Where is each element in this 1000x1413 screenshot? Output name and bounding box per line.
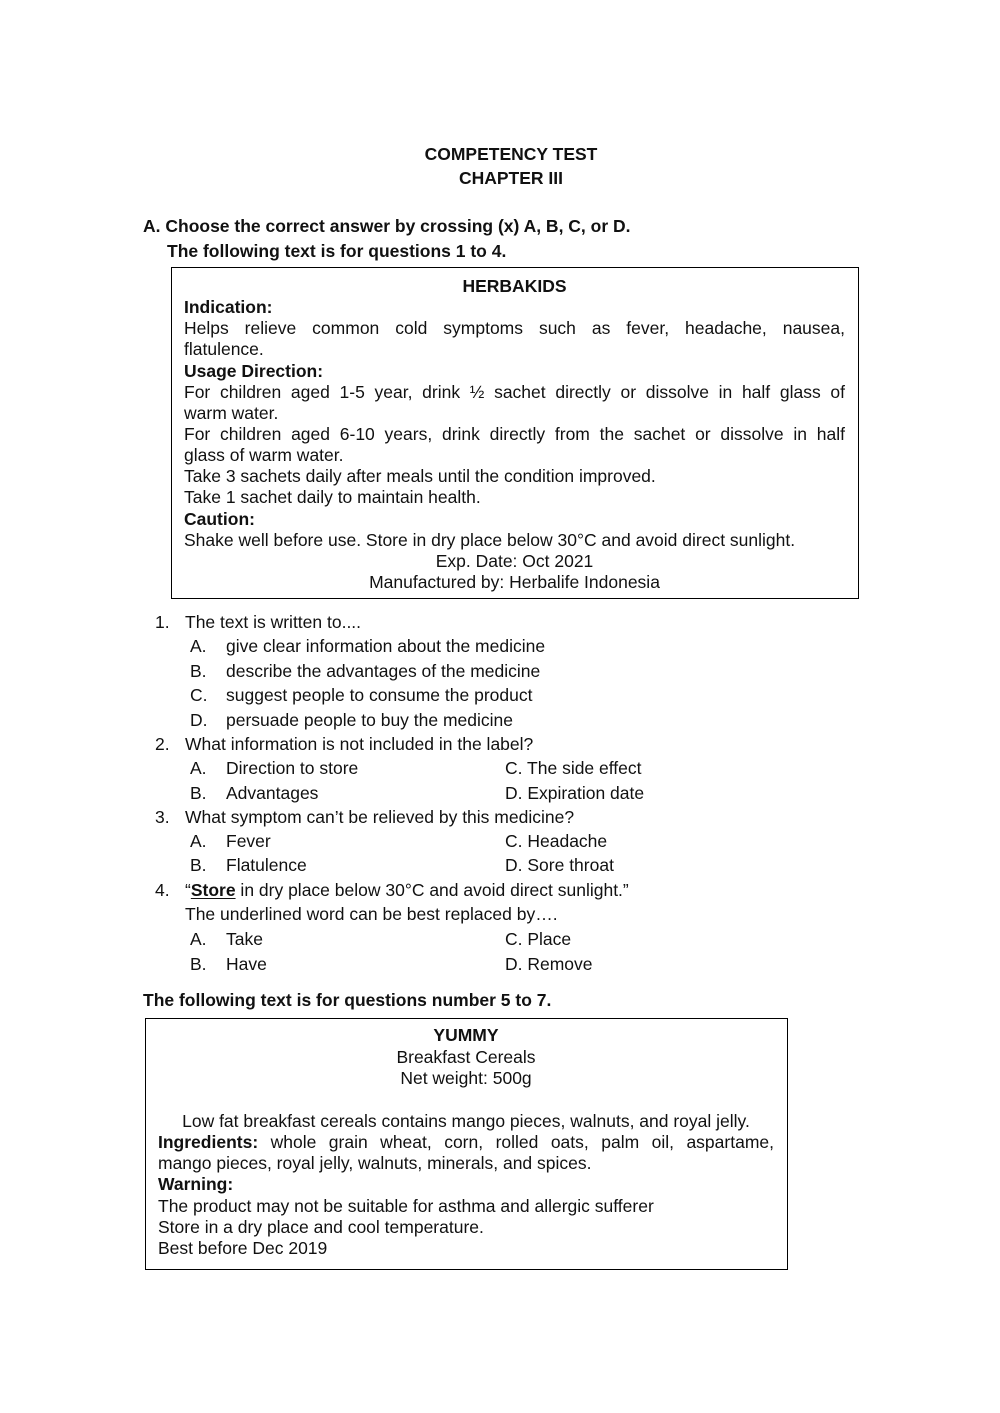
herbakids-title: HERBAKIDS [462, 276, 567, 296]
question-number: 2. [155, 734, 170, 754]
question-text: The underlined word can be best replaced by…. [185, 904, 558, 924]
option-letter: B. [190, 954, 207, 974]
option-c: C. Place [505, 929, 572, 949]
usage-label: Usage Direction: [184, 361, 324, 381]
option-a: Take [226, 929, 263, 949]
option-c: suggest people to consume the product [226, 685, 533, 705]
option-c: C. The side effect [505, 758, 642, 778]
manufacturer: Manufactured by: Herbalife Indonesia [369, 572, 660, 592]
question-text: What symptom can’t be relieved by this medicine? [185, 807, 575, 827]
question-number: 4. [155, 880, 170, 900]
expiry-date: Exp. Date: Oct 2021 [435, 551, 594, 571]
option-d: persuade people to buy the medicine [226, 710, 514, 730]
question-text: What information is not included in the label? [185, 734, 534, 754]
caution-label: Caution: [184, 509, 255, 529]
option-d: D. Expiration date [505, 783, 645, 803]
quote-rest: in dry place below 30°C and avoid direct sunlight.” [235, 880, 629, 900]
warning-label: Warning: [158, 1174, 234, 1194]
option-b: Have [226, 954, 267, 974]
option-letter: D. [190, 710, 208, 730]
option-letter: B. [190, 855, 207, 875]
option-a: Fever [226, 831, 271, 851]
usage-text-1b: warm water. [184, 403, 279, 423]
option-a: Direction to store [226, 758, 359, 778]
herbakids-label-box [171, 267, 859, 599]
best-before: Best before Dec 2019 [158, 1238, 328, 1258]
option-letter: C. [190, 685, 208, 705]
warning-text-2: Store in a dry place and cool temperature. [158, 1217, 484, 1237]
option-letter: B. [190, 661, 207, 681]
product-description: Low fat breakfast cereals contains mango pieces, walnuts, and royal jelly. [182, 1111, 750, 1131]
question-quote [185, 880, 629, 901]
usage-text-2b: glass of warm water. [184, 445, 344, 465]
ingredients-text: whole grain wheat, corn, rolled oats, palm oil, aspartame, [258, 1132, 774, 1152]
question-number: 1. [155, 612, 170, 632]
caution-text: Shake well before use. Store in dry place below 30°C and avoid direct sunlight. [184, 530, 796, 550]
indication-text-1: Helps relieve common cold symptoms such as fever, headache, nausea, [184, 318, 845, 338]
ingredients-line-1 [158, 1132, 774, 1153]
option-letter: A. [190, 929, 207, 949]
option-d: D. Remove [505, 954, 593, 974]
underlined-word: Store [190, 880, 236, 900]
section-a-subnote: The following text is for questions 1 to 4. [167, 241, 507, 261]
option-a: give clear information about the medicine [226, 636, 546, 656]
warning-text-1: The product may not be suitable for asthma and allergic sufferer [158, 1196, 654, 1216]
chapter-title: CHAPTER III [458, 168, 564, 188]
option-letter: A. [190, 831, 207, 851]
question-text: The text is written to.... [185, 612, 362, 632]
option-b: describe the advantages of the medicine [226, 661, 541, 681]
indication-label: Indication: [184, 297, 273, 317]
yummy-subtitle: Breakfast Cereals [396, 1047, 536, 1067]
usage-text-1a: For children aged 1-5 year, drink ½ sachet directly or dissolve in half glass of [184, 382, 845, 402]
ingredients-label: Ingredients: [158, 1132, 259, 1152]
indication-text-2: flatulence. [184, 339, 264, 359]
section-a-instruction: A. Choose the correct answer by crossing (x) A, B, C, or D. [143, 216, 631, 236]
option-b: Advantages [226, 783, 319, 803]
yummy-title: YUMMY [433, 1025, 499, 1045]
question-number: 3. [155, 807, 170, 827]
yummy-label-box [145, 1018, 788, 1270]
usage-text-3: Take 3 sachets daily after meals until the condition improved. [184, 466, 656, 486]
option-letter: B. [190, 783, 207, 803]
net-weight: Net weight: 500g [400, 1068, 532, 1088]
ingredients-line-2: mango pieces, royal jelly, walnuts, minerals, and spices. [158, 1153, 592, 1173]
option-b: Flatulence [226, 855, 307, 875]
usage-text-2a: For children aged 6-10 years, drink directly from the sachet or dissolve in half [184, 424, 845, 444]
usage-text-4: Take 1 sachet daily to maintain health. [184, 487, 481, 507]
option-letter: A. [190, 636, 207, 656]
option-d: D. Sore throat [505, 855, 614, 875]
page-title: COMPETENCY TEST [424, 144, 598, 164]
section-b-note: The following text is for questions number 5 to 7. [143, 990, 552, 1010]
option-c: C. Headache [505, 831, 608, 851]
option-letter: A. [190, 758, 207, 778]
open-quote: “ [185, 880, 191, 900]
